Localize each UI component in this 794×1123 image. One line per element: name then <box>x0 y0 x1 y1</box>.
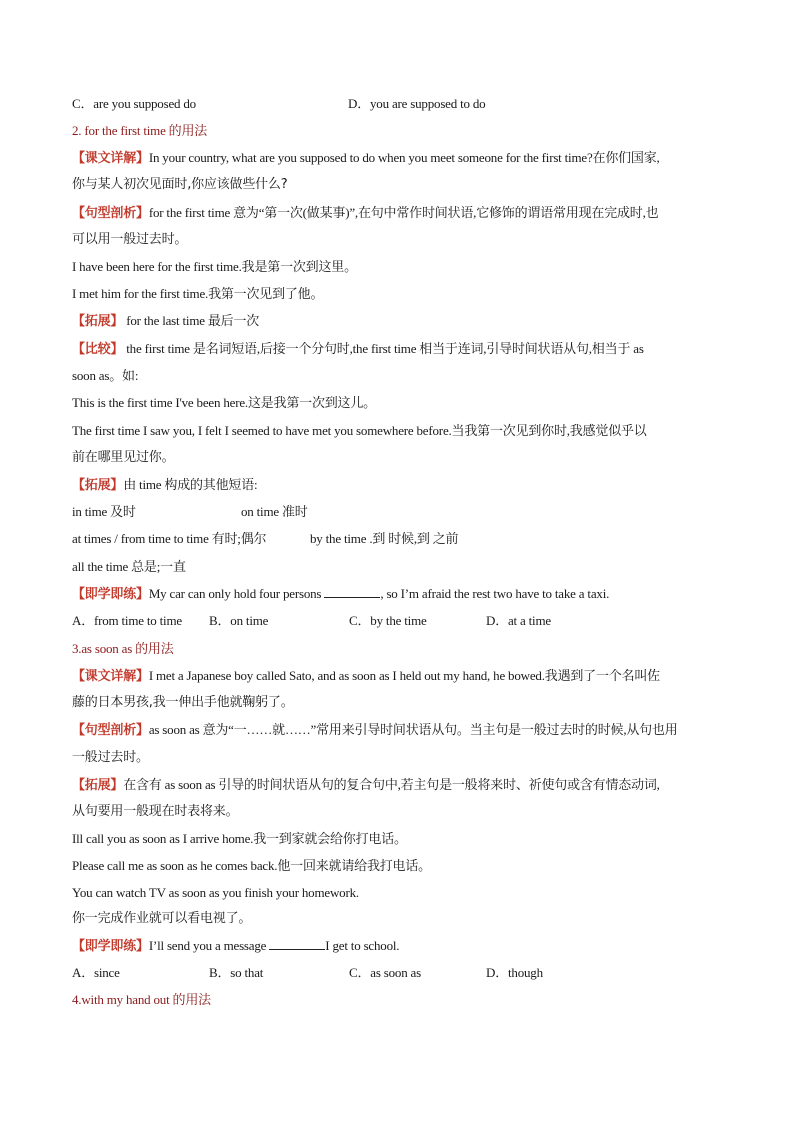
s3-practice-post: I get to school. <box>325 938 400 953</box>
s2-practice-pre: My car can only hold four persons <box>148 586 325 601</box>
s2-analysis-line1 <box>72 205 732 222</box>
s2-option-b: B．on time <box>209 613 269 628</box>
s3-ext-text1: 在含有 as soon as 引导的时间状语从句的复合句中,若主句是一般将来时、祈使句或含有情态动词, <box>123 777 660 792</box>
s2-explain-line2: 你与某人初次见面时,你应该做些什么? <box>72 177 288 192</box>
phrase-by-the-time: by the time .到 时候,到 之前 <box>310 531 459 546</box>
s3-option-a: A．since <box>72 965 120 980</box>
s3-practice-tag: 【即学即练】 <box>72 939 149 954</box>
s3-analysis-text1: as soon as 意为“一……就……”常用来引导时间状语从句。当主句是一般过去时的时候,从句也用 <box>148 722 678 737</box>
s2-compare-line1 <box>72 341 732 358</box>
s3-practice-blank <box>269 938 325 950</box>
s2-option-a: A．from time to time <box>72 613 182 628</box>
s2-explain-tag: 【课文详解】 <box>72 151 149 166</box>
s2-compare-tag: 【比较】 <box>72 342 124 357</box>
s2-extension-2 <box>72 477 732 494</box>
section-2-heading: 2. for the first time 的用法 <box>72 123 208 138</box>
s2-analysis-text1: for the first time 意为“第一次(做某事)”,在句中常作时间状语,它修饰的谓语常用现在完成时,也 <box>148 205 659 220</box>
s3-practice <box>72 938 732 955</box>
s3-example-3-cn: 你一完成作业就可以看电视了。 <box>72 911 252 926</box>
s2-example-2: I met him for the first time.我第一次见到了他。 <box>72 286 324 301</box>
s3-practice-pre: I’ll send you a message <box>148 938 270 953</box>
s2-ext1-tag: 【拓展】 <box>72 314 124 329</box>
s2-example-3: This is the first time I've been here.这是我第一次到这儿。 <box>72 395 376 410</box>
s3-ext-tag: 【拓展】 <box>72 778 124 793</box>
s3-analysis-tag: 【句型剖析】 <box>72 723 149 738</box>
s3-extension-line2: 从句要用一般现在时表将来。 <box>72 804 239 819</box>
phrase-at-times: at times / from time to time 有时;偶尔 <box>72 531 267 546</box>
s2-option-d: D．at a time <box>486 613 551 628</box>
s3-example-2: Please call me as soon as he comes back.他一回来就请给我打电话。 <box>72 858 431 873</box>
s2-example-4-line2: 前在哪里见过你。 <box>72 450 175 465</box>
q1-option-d: D．you are supposed to do <box>348 96 486 111</box>
s3-explain-text1: I met a Japanese boy called Sato, and as soon as I held out my hand, he bowed.我遇到了一个名叫佐 <box>148 668 660 683</box>
s2-analysis-tag: 【句型剖析】 <box>72 206 149 221</box>
s2-practice-tag: 【即学即练】 <box>72 587 149 602</box>
s2-practice-blank <box>324 586 380 598</box>
s2-extension-1 <box>72 313 732 330</box>
s3-option-d: D．though <box>486 965 543 980</box>
s2-example-4-line1: The first time I saw you, I felt I seemed to have met you somewhere before.当我第一次见到你时,我感觉似乎以 <box>72 423 647 438</box>
s3-option-b: B．so that <box>209 965 264 980</box>
section-4-heading: 4.with my hand out 的用法 <box>72 992 211 1007</box>
s3-example-3: You can watch TV as soon as you finish your homework. <box>72 885 359 900</box>
s2-ext1-text: for the last time 最后一次 <box>123 313 260 328</box>
s2-explain-text1: In your country, what are you supposed to do when you meet someone for the first time?在你们国家, <box>148 150 660 165</box>
s3-analysis-line1 <box>72 722 732 739</box>
s2-ext2-tag: 【拓展】 <box>72 478 124 493</box>
s2-ext2-text: 由 time 构成的其他短语: <box>123 477 258 492</box>
s2-practice-post: , so I’m afraid the rest two have to take a taxi. <box>380 586 610 601</box>
s3-explain-line2: 藤的日本男孩,我一伸出手他就鞠躬了。 <box>72 695 294 710</box>
phrase-all-the-time: all the time 总是;一直 <box>72 559 186 574</box>
s2-analysis-line2: 可以用一般过去时。 <box>72 232 188 247</box>
s2-option-c: C．by the time <box>349 613 427 628</box>
phrase-on-time: on time 准时 <box>241 504 308 519</box>
s3-explain-tag: 【课文详解】 <box>72 669 149 684</box>
s2-compare-line2: soon as。如: <box>72 368 139 383</box>
s2-explain-line1 <box>72 150 732 167</box>
section-3-heading: 3.as soon as 的用法 <box>72 641 174 656</box>
s3-extension-line1 <box>72 777 732 794</box>
s3-example-1: Ill call you as soon as I arrive home.我一到家就会给你打电话。 <box>72 831 407 846</box>
q1-option-c: C．are you supposed do <box>72 96 196 111</box>
s2-example-1: I have been here for the first time.我是第一次到这里。 <box>72 259 357 274</box>
s2-practice <box>72 586 732 603</box>
s3-explain-line1 <box>72 668 732 685</box>
phrase-in-time: in time 及时 <box>72 504 136 519</box>
s2-compare-text1: the first time 是名词短语,后接一个分句时,the first time 相当于连词,引导时间状语从句,相当于 as <box>123 341 644 356</box>
s3-analysis-line2: 一般过去时。 <box>72 750 149 765</box>
s3-option-c: C．as soon as <box>349 965 421 980</box>
